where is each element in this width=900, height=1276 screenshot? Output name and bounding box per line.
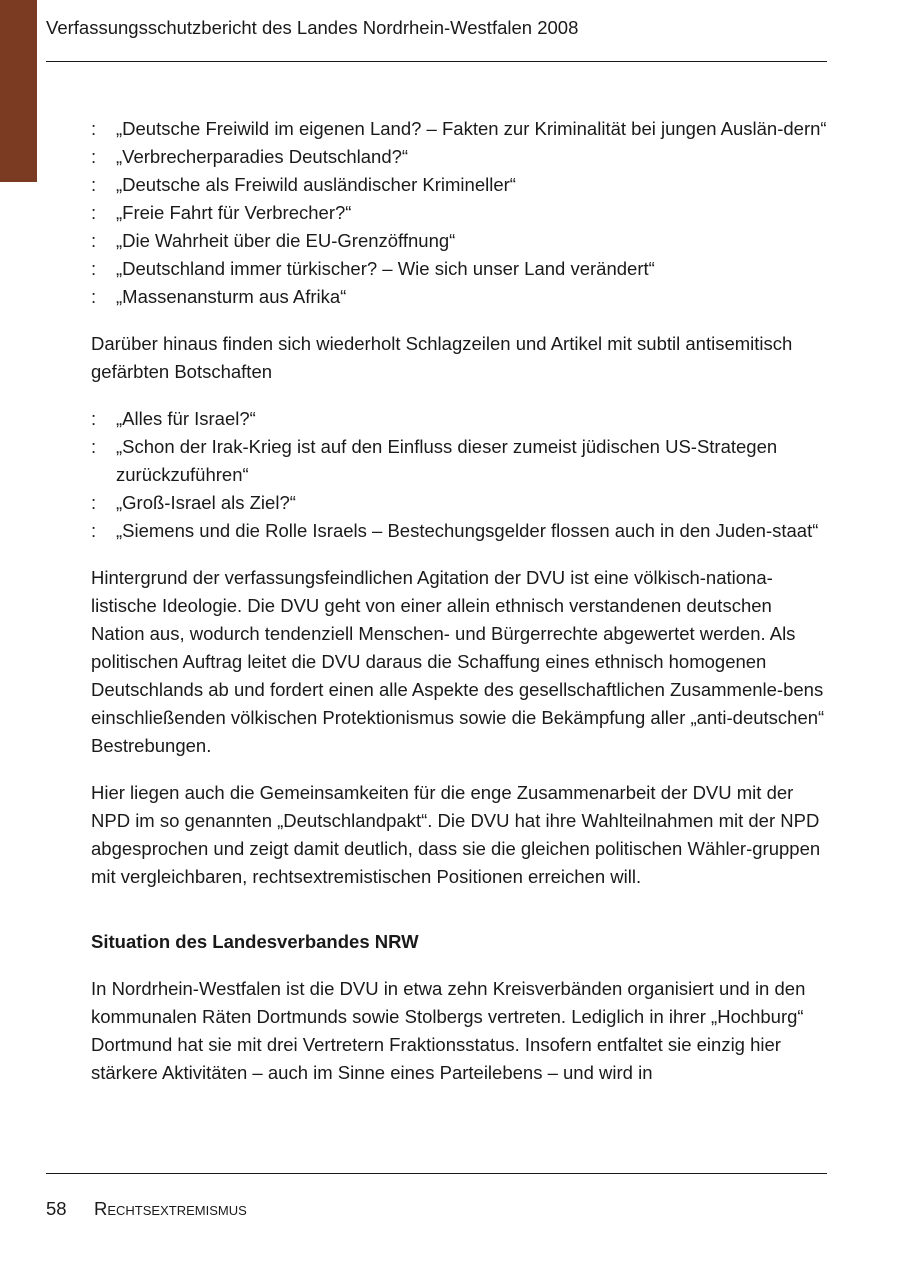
list-item-text: „Schon der Irak-Krieg ist auf den Einfluss dieser zumeist jüdischen US-Strategen zurückzuführen“ <box>116 436 778 485</box>
headline-list-antisemitic <box>91 405 829 545</box>
bullet-marker: : <box>91 146 97 167</box>
list-item <box>91 283 829 311</box>
bullet-marker: : <box>91 202 97 223</box>
list-item-text: „Groß-Israel als Ziel?“ <box>116 492 296 513</box>
paragraph-ideology: Hintergrund der verfassungsfeindlichen Agitation der DVU ist eine völkisch-nationa-listische Ideologie. Die DVU geht von einer allein ethnisch verstandenen deutschen Nation aus, wodurch tendenziell Menschen- und Bürgerrechte abgewertet werden. Als politischen Auftrag leitet die DVU daraus die Schaffung eines ethnisch homogenen Deutschlands ab und fordert einen alle Aspekte des gesellschaftlichen Zusammenle-bens einschließenden völkischen Protektionismus sowie die Bekämpfung aller „anti-deutschen“ Bestrebungen. <box>91 567 825 756</box>
page-number: 58 <box>46 1198 67 1219</box>
section-heading: Situation des Landesverbandes NRW <box>91 931 419 952</box>
headline-list-crime <box>91 115 829 311</box>
list-item-text: „Siemens und die Rolle Israels – Bestechungsgelder flossen auch in den Juden-staat“ <box>116 520 819 541</box>
list-item-text: „Deutsche als Freiwild ausländischer Krimineller“ <box>116 174 516 195</box>
bullet-marker: : <box>91 408 97 429</box>
list-item <box>91 171 829 199</box>
bullet-marker: : <box>91 520 97 541</box>
list-item-text: „Massenansturm aus Afrika“ <box>116 286 347 307</box>
list-item <box>91 143 829 171</box>
paragraph-antisemitic-intro: Darüber hinaus finden sich wiederholt Schlagzeilen und Artikel mit subtil antisemitisch gefärbten Botschaften <box>91 333 793 382</box>
bullet-marker: : <box>91 118 97 139</box>
list-item-text: „Deutsche Freiwild im eigenen Land? – Fakten zur Kriminalität bei jungen Auslän-dern“ <box>116 118 827 139</box>
paragraph-npd-cooperation: Hier liegen auch die Gemeinsamkeiten für die enge Zusammenarbeit der DVU mit der NPD im so genannten „Deutschlandpakt“. Die DVU hat ihre Wahlteilnahmen mit der NPD abgesprochen und zeigt damit deutlich, dass sie die gleichen politischen Wähler-gruppen mit vergleichbaren, rechtsextremistischen Positionen erreichen will. <box>91 782 821 887</box>
list-item <box>91 433 829 489</box>
page-footer <box>46 1198 247 1220</box>
list-item <box>91 405 829 433</box>
header-divider <box>46 61 827 62</box>
list-item <box>91 199 829 227</box>
bullet-marker: : <box>91 174 97 195</box>
list-item <box>91 489 829 517</box>
footer-section-title: Rechtsextremismus <box>94 1198 247 1219</box>
bullet-marker: : <box>91 436 97 457</box>
paragraph-nrw-situation: In Nordrhein-Westfalen ist die DVU in etwa zehn Kreisverbänden organisiert und in den kommunalen Räten Dortmunds sowie Stolbergs vertreten. Lediglich in ihrer „Hochburg“ Dortmund hat sie mit drei Vertretern Fraktionsstatus. Insofern entfaltet sie einzig hier stärkere Aktivitäten – auch im Sinne eines Parteilebens – und wird in <box>91 978 806 1083</box>
list-item <box>91 255 829 283</box>
list-item-text: „Alles für Israel?“ <box>116 408 256 429</box>
list-item-text: „Freie Fahrt für Verbrecher?“ <box>116 202 352 223</box>
bullet-marker: : <box>91 258 97 279</box>
list-item <box>91 517 829 545</box>
page-body <box>91 115 829 1087</box>
bullet-marker: : <box>91 492 97 513</box>
list-item-text: „Verbrecherparadies Deutschland?“ <box>116 146 409 167</box>
list-item <box>91 115 829 143</box>
chapter-color-tab <box>0 0 37 182</box>
footer-divider <box>46 1173 827 1174</box>
list-item-text: „Die Wahrheit über die EU-Grenzöffnung“ <box>116 230 456 251</box>
running-header-title: Verfassungsschutzbericht des Landes Nordrhein-Westfalen 2008 <box>46 17 579 38</box>
list-item <box>91 227 829 255</box>
bullet-marker: : <box>91 286 97 307</box>
list-item-text: „Deutschland immer türkischer? – Wie sich unser Land verändert“ <box>116 258 655 279</box>
bullet-marker: : <box>91 230 97 251</box>
